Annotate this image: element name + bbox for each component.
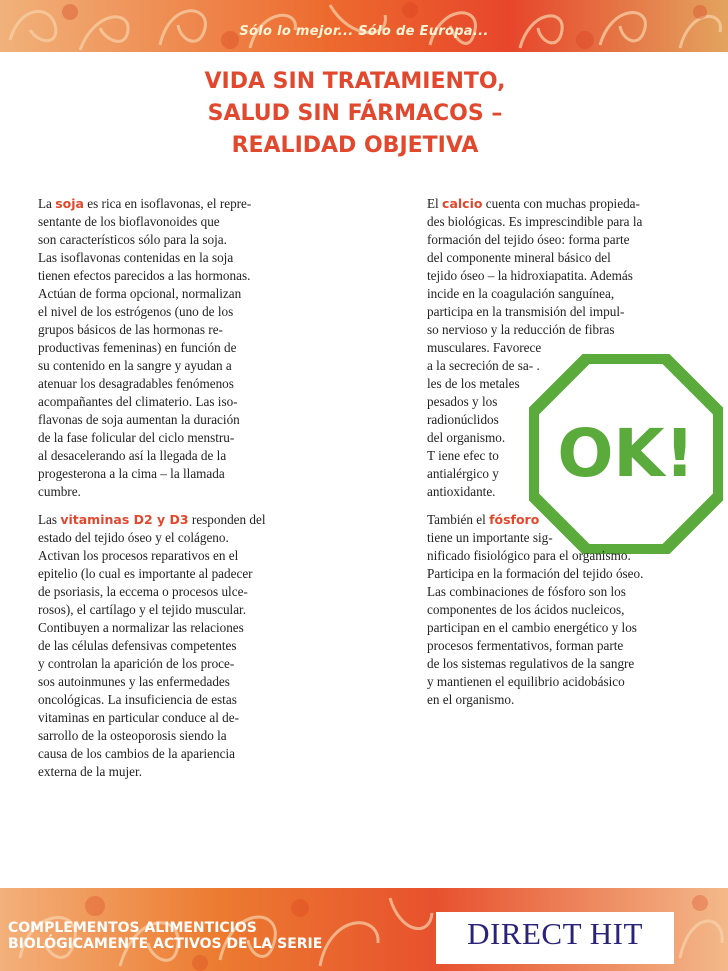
header-band bbox=[0, 0, 728, 52]
text-line: sentante de los bioflavonoides que bbox=[38, 214, 220, 229]
text-line: radionúclidos bbox=[427, 412, 499, 427]
text-line bbox=[38, 511, 298, 529]
title-line: REALIDAD OBJETIVA bbox=[231, 133, 479, 158]
text-line: antioxidante. bbox=[427, 484, 496, 499]
lead-text: También el bbox=[427, 512, 490, 527]
footer-line: COMPLEMENTOS ALIMENTICIOS bbox=[8, 920, 257, 936]
text-line: Las combinaciones de fósforo son los bbox=[427, 584, 626, 599]
text-line: Activan los procesos reparativos en el bbox=[38, 548, 239, 563]
text-line: causa de los cambios de la apariencia bbox=[38, 746, 235, 761]
text-line: flavonas de soja aumentan la duración bbox=[38, 412, 240, 427]
text-line bbox=[427, 511, 677, 529]
brand-box bbox=[436, 912, 674, 964]
text-line: sos autoinmunes y las enfermedades bbox=[38, 674, 230, 689]
text-line: pesados y los bbox=[427, 394, 498, 409]
lead-text: El bbox=[427, 196, 443, 211]
text-line: Actúan de forma opcional, normalizan bbox=[38, 286, 242, 301]
lead-rest: es rica en isoflavonas, el repre- bbox=[83, 196, 252, 211]
text-line: acompañantes del climaterio. Las iso- bbox=[38, 394, 238, 409]
text-line: so nervioso y la reducción de fibras bbox=[427, 322, 615, 337]
text-line: y controlan la aparición de los proce- bbox=[38, 656, 235, 671]
footer-caption bbox=[8, 920, 322, 952]
text-line bbox=[427, 195, 677, 213]
text-line: atenuar los desagradables fenómenos bbox=[38, 376, 234, 391]
text-line: Participa en la formación del tejido óseo. bbox=[427, 566, 644, 581]
calcio-paragraph bbox=[427, 195, 677, 501]
ok-text: OK! bbox=[557, 415, 695, 492]
text-line: formación del tejido óseo: forma parte bbox=[427, 232, 630, 247]
text-line: del organismo. bbox=[427, 430, 506, 445]
vitamins-paragraph bbox=[38, 511, 298, 781]
left-column bbox=[38, 195, 298, 791]
lead-text: La bbox=[38, 196, 56, 211]
text-line: tiene un importante sig- bbox=[427, 530, 553, 545]
keyword-vitamins: vitaminas D2 y D3 bbox=[60, 512, 189, 527]
text-line: externa de la mujer. bbox=[38, 764, 142, 779]
text-line: incide en la coagulación sanguínea, bbox=[427, 286, 615, 301]
text-line: T iene efec to bbox=[427, 448, 499, 463]
keyword-calcio: calcio bbox=[442, 196, 483, 211]
text-line: cumbre. bbox=[38, 484, 81, 499]
text-line: tejido óseo – la hidroxiapatita. Además bbox=[427, 268, 633, 283]
text-line: de la fase folicular del ciclo menstru- bbox=[38, 430, 235, 445]
text-line: vitaminas en particular conduce al de- bbox=[38, 710, 240, 725]
text-line: les de los metales bbox=[427, 376, 520, 391]
text-line: sarrollo de la osteoporosis siendo la bbox=[38, 728, 227, 743]
text-line: de los sistemas regulativos de la sangre bbox=[427, 656, 635, 671]
brand-logo-text: DIRECT HIT bbox=[467, 916, 643, 951]
keyword-soja: soja bbox=[55, 196, 84, 211]
title-line: VIDA SIN TRATAMIENTO, bbox=[204, 69, 506, 94]
text-line: antialérgico y bbox=[427, 466, 499, 481]
soja-paragraph bbox=[38, 195, 298, 501]
keyword-fosforo: fósforo bbox=[489, 512, 540, 527]
text-line: nificado fisiológico para el organismo. bbox=[427, 548, 631, 563]
text-line: rosos), el cartílago y el tejido muscular. bbox=[38, 602, 247, 617]
text-line: epitelio (lo cual es importante al padecer bbox=[38, 566, 253, 581]
text-line: al desacelerando así la llegada de la bbox=[38, 448, 227, 463]
text-line: del componente mineral básico del bbox=[427, 250, 611, 265]
text-line: grupos básicos de las hormonas re- bbox=[38, 322, 223, 337]
text-line: progesterona a la cima – la llamada bbox=[38, 466, 225, 481]
text-line: Las isoflavonas contenidas en la soja bbox=[38, 250, 234, 265]
text-line: son característicos sólo para la soja. bbox=[38, 232, 227, 247]
text-line: su contenido en la sangre y ayudan a bbox=[38, 358, 232, 373]
text-line: en el organismo. bbox=[427, 692, 515, 707]
text-line: productivas femeninas) en función de bbox=[38, 340, 237, 355]
text-line: musculares. Favorece bbox=[427, 340, 542, 355]
text-line: y mantienen el equilibrio acidobásico bbox=[427, 674, 625, 689]
text-line: Contibuyen a normalizar las relaciones bbox=[38, 620, 244, 635]
text-line: tienen efectos parecidos a las hormonas. bbox=[38, 268, 251, 283]
fosforo-paragraph bbox=[427, 511, 677, 709]
text-line: de las células defensivas competentes bbox=[38, 638, 237, 653]
text-line: estado del tejido óseo y el colágeno. bbox=[38, 530, 229, 545]
text-line: participa en la transmisión del impul- bbox=[427, 304, 625, 319]
right-column bbox=[427, 195, 677, 719]
text-line bbox=[38, 195, 298, 213]
text-line: participan en el cambio energético y los bbox=[427, 620, 637, 635]
lead-rest: responden del bbox=[188, 512, 266, 527]
slogan: Sólo lo mejor... Sólo de Europa... bbox=[239, 24, 489, 39]
page-title bbox=[150, 66, 560, 162]
text-line: el nivel de los estrógenos (uno de los bbox=[38, 304, 234, 319]
text-line: a la secreción de sa- . bbox=[427, 358, 540, 373]
text-line: oncológicas. La insuficiencia de estas bbox=[38, 692, 237, 707]
title-line: SALUD SIN FÁRMACOS – bbox=[207, 101, 503, 126]
text-line: procesos fermentativos, forman parte bbox=[427, 638, 624, 653]
footer-line: BIOLÓGICAMENTE ACTIVOS DE LA SERIE bbox=[8, 936, 323, 952]
lead-rest: cuenta con muchas propieda- bbox=[482, 196, 640, 211]
lead-text: Las bbox=[38, 512, 61, 527]
text-line: de psoriasis, la eccema o procesos ulce- bbox=[38, 584, 248, 599]
text-line: des biológicas. Es imprescindible para la bbox=[427, 214, 643, 229]
text-line: componentes de los ácidos nucleicos, bbox=[427, 602, 625, 617]
